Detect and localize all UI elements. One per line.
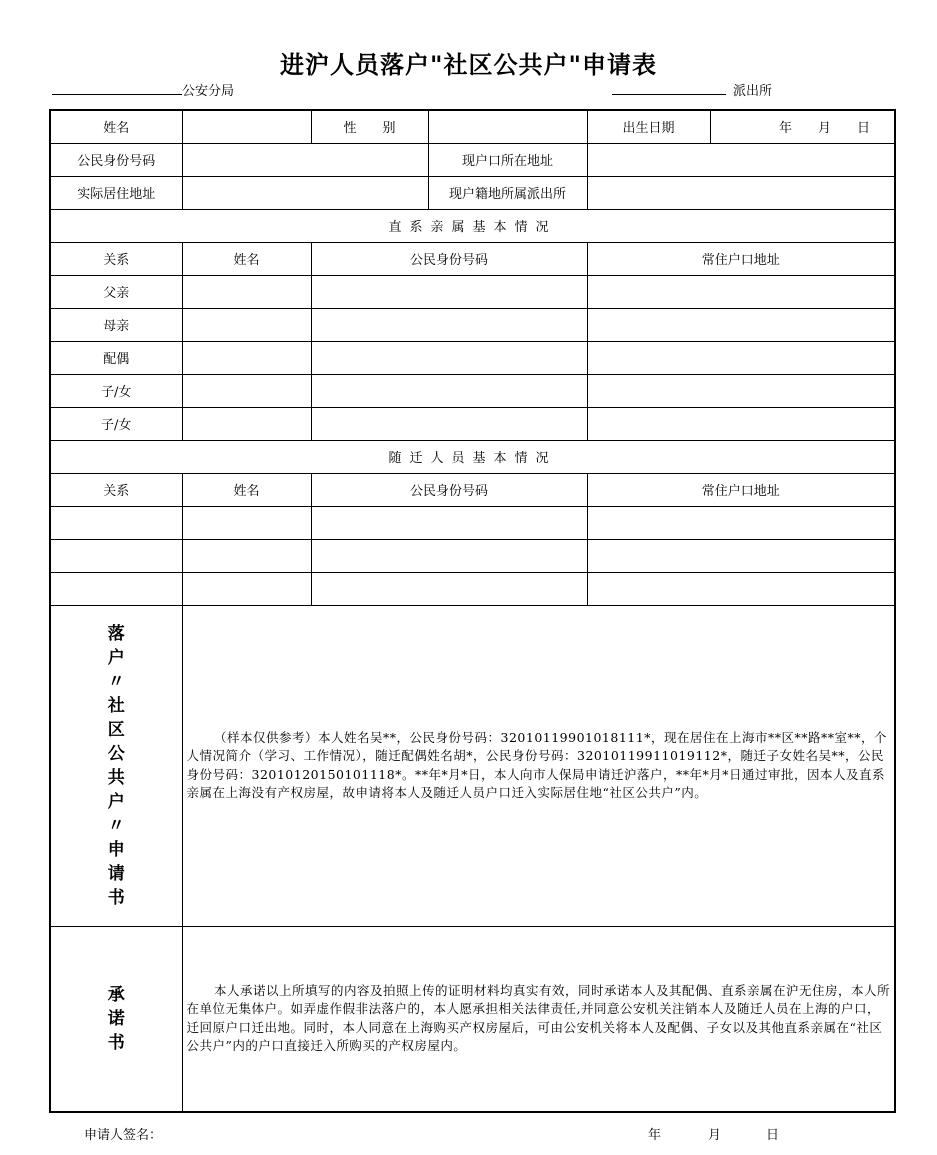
- application-text-area[interactable]: [182, 605, 895, 926]
- residence-address-label: 实际居住地址: [50, 176, 182, 209]
- table-row: [50, 506, 895, 539]
- relative-address-field[interactable]: [587, 407, 895, 440]
- police-station-field[interactable]: [587, 176, 895, 209]
- relative-name-field[interactable]: [182, 407, 311, 440]
- signature-day: 日: [766, 1128, 780, 1143]
- follower-id-field[interactable]: [311, 506, 587, 539]
- id-number-field[interactable]: [182, 143, 428, 176]
- signature-month: 月: [708, 1128, 722, 1143]
- signature-label: 申请人签名：: [84, 1128, 163, 1143]
- relative-id-field[interactable]: [311, 374, 587, 407]
- commitment-heading-char: 诺: [107, 1008, 125, 1029]
- relative-name-field[interactable]: [182, 308, 311, 341]
- signature-year: 年: [648, 1128, 662, 1143]
- table-row: [50, 539, 895, 572]
- relative-id-field[interactable]: [311, 341, 587, 374]
- application-heading-char: 落: [107, 623, 125, 644]
- table-row: [50, 407, 895, 440]
- application-text: （样本仅供参考）本人姓名吴**，公民身份号码：32010119901018111*，现在居住在上海市**区**路**室**，个人情况简介（学习、工作情况），随迁配偶姓名胡*，公民身份号码：32010119911019112*，随迁子女姓名吴**，公民身份号码：32010120150101118*。**年*月*日，本人向市人保局申请迁沪落户，**年*月*日通过审批，因本人及直系亲属在上海没有产权房屋，故申请将本人及随迁人员户口迁入实际居住地“社区公共户”内。: [186, 729, 887, 800]
- relative-relation: 子/女: [50, 407, 182, 440]
- follower-id-field[interactable]: [311, 572, 587, 605]
- relatives-col-address: 常住户口地址: [587, 242, 895, 275]
- relative-address-field[interactable]: [587, 374, 895, 407]
- follower-address-field[interactable]: [587, 539, 895, 572]
- relative-relation: 配偶: [50, 341, 182, 374]
- follower-name-field[interactable]: [182, 572, 311, 605]
- relatives-col-relation: 关系: [50, 242, 182, 275]
- application-form-table: [49, 109, 896, 1113]
- followers-col-name: 姓名: [182, 473, 311, 506]
- follower-relation-field[interactable]: [50, 572, 182, 605]
- residence-address-field[interactable]: [182, 176, 428, 209]
- application-heading-char: 户: [107, 647, 125, 668]
- relative-name-field[interactable]: [182, 341, 311, 374]
- application-heading-char: 区: [107, 719, 125, 740]
- application-heading-char: 社: [107, 695, 125, 716]
- form-title: 进沪人员落户"社区公共户"申请表: [279, 51, 657, 79]
- application-heading-char: 〃: [107, 671, 125, 692]
- application-heading-char: 户: [107, 791, 125, 812]
- follower-name-field[interactable]: [182, 539, 311, 572]
- follower-id-field[interactable]: [311, 539, 587, 572]
- table-row: [50, 341, 895, 374]
- follower-relation-field[interactable]: [50, 539, 182, 572]
- application-heading-char: 〃: [107, 815, 125, 836]
- application-heading-char: 请: [107, 863, 125, 884]
- follower-relation-field[interactable]: [50, 506, 182, 539]
- station-label: 派出所: [733, 84, 773, 99]
- gender-label: 性 别: [311, 110, 428, 143]
- commitment-text: 本人承诺以上所填写的内容及拍照上传的证明材料均真实有效，同时承诺本人及其配偶、直系亲属在沪无住房，本人所在单位无集体户。如弄虚作假非法落户的，本人愿承担相关法律责任,并同意公安机关注销本人及随迁人员在上海的户口，迁回原户口迁出地。同时，本人同意在上海购买产权房屋后，可由公安机关将本人及配偶、子女以及其他直系亲属在“社区公共户”内的户口直接迁入所购买的产权房屋内。: [186, 982, 891, 1054]
- table-row: [50, 275, 895, 308]
- application-heading-char: 共: [107, 767, 125, 788]
- hukou-address-field[interactable]: [587, 143, 895, 176]
- relative-address-field[interactable]: [587, 275, 895, 308]
- birth-date-field[interactable]: 年 月 日: [710, 110, 895, 143]
- birth-date-label: 出生日期: [587, 110, 710, 143]
- follower-name-field[interactable]: [182, 506, 311, 539]
- bureau-label: 公安分局: [182, 84, 235, 99]
- followers-col-relation: 关系: [50, 473, 182, 506]
- followers-section-title: 随迁人员基本情况: [50, 440, 895, 473]
- relative-relation: 父亲: [50, 275, 182, 308]
- relative-id-field[interactable]: [311, 275, 587, 308]
- relative-id-field[interactable]: [311, 407, 587, 440]
- application-heading-char: 申: [107, 839, 125, 860]
- name-label: 姓名: [50, 110, 182, 143]
- relatives-section-title: 直系亲属基本情况: [50, 209, 895, 242]
- followers-col-address: 常住户口地址: [587, 473, 895, 506]
- relatives-col-id: 公民身份号码: [311, 242, 587, 275]
- table-row: [50, 308, 895, 341]
- followers-col-id: 公民身份号码: [311, 473, 587, 506]
- follower-address-field[interactable]: [587, 506, 895, 539]
- application-heading: [50, 605, 182, 926]
- relative-relation: 母亲: [50, 308, 182, 341]
- relative-relation: 子/女: [50, 374, 182, 407]
- relative-address-field[interactable]: [587, 308, 895, 341]
- relative-name-field[interactable]: [182, 275, 311, 308]
- relative-name-field[interactable]: [182, 374, 311, 407]
- bureau-blank[interactable]: [52, 94, 182, 95]
- relatives-col-name: 姓名: [182, 242, 311, 275]
- table-row: [50, 374, 895, 407]
- relative-id-field[interactable]: [311, 308, 587, 341]
- police-station-label: 现户籍地所属派出所: [428, 176, 587, 209]
- application-heading-char: 书: [107, 887, 125, 908]
- commitment-heading: [50, 926, 182, 1112]
- relative-address-field[interactable]: [587, 341, 895, 374]
- id-number-label: 公民身份号码: [50, 143, 182, 176]
- gender-field[interactable]: [428, 110, 587, 143]
- station-blank[interactable]: [612, 94, 726, 95]
- commitment-heading-char: 书: [107, 1032, 125, 1053]
- name-field[interactable]: [182, 110, 311, 143]
- table-row: [50, 572, 895, 605]
- commitment-heading-char: 承: [107, 984, 125, 1005]
- application-heading-char: 公: [107, 743, 125, 764]
- hukou-address-label: 现户口所在地址: [428, 143, 587, 176]
- follower-address-field[interactable]: [587, 572, 895, 605]
- commitment-text-area: [182, 926, 895, 1112]
